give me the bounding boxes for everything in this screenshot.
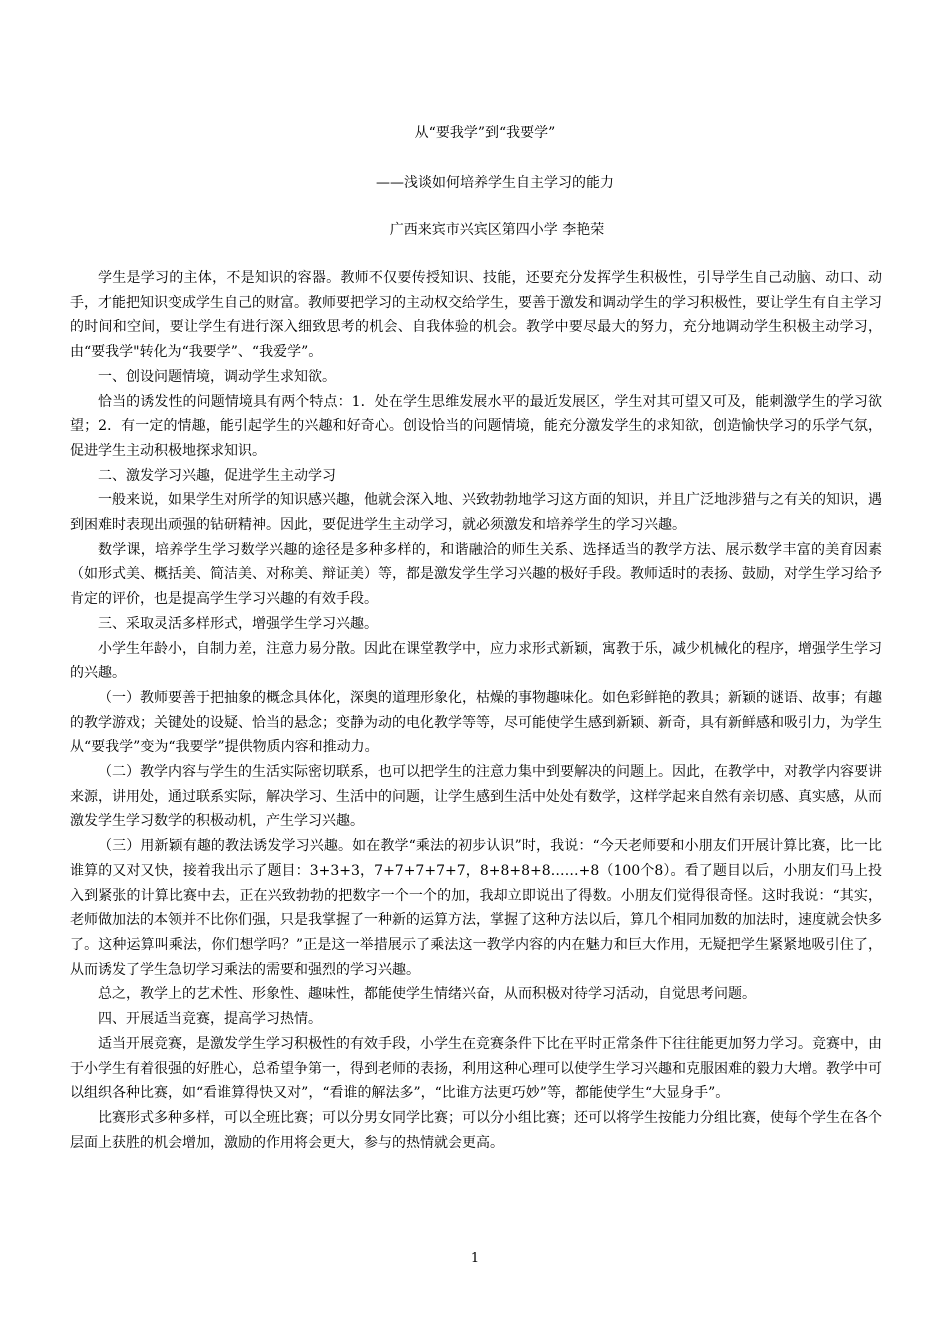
page-number: 1	[470, 1251, 480, 1266]
paragraph: （二）教学内容与学生的生活实际密切联系，也可以把学生的注意力集中到要解决的问题上。因此，在教学中，对教学内容要讲来源，讲用处，通过联系实际，解决学习、生活中的问题，让学生感到生活中处处有数学，这样学起来自然有亲切感、真实感，从而激发学生学习数学的积极动机，产生学习兴趣。	[70, 764, 882, 830]
paragraph: 数学课，培养学生学习数学兴趣的途径是多种多样的，和谐融洽的师生关系、选择适当的教学方法、展示数学丰富的美育因素（如形式美、概括美、简洁美、对称美、辩证美）等，都是激发学生学习兴趣的极好手段。教师适时的表扬、鼓励，对学生学习给予肯定的评价，也是提高学生学习兴趣的有效手段。	[70, 541, 882, 608]
paragraph: （一）教师要善于把抽象的概念具体化，深奥的道理形象化，枯燥的事物趣味化。如色彩鲜艳的教具；新颖的谜语、故事；有趣的教学游戏；关键处的设疑、恰当的悬念；变静为动的电化教学等等，尽可能使学生感到新颖、新奇，具有新鲜感和吸引力，为学生从“要我学”变为“我要学”提供物质内容和推动力。	[70, 689, 882, 756]
section-heading: 一、创设问题情境，调动学生求知欲。	[98, 368, 336, 385]
paragraph: 比赛形式多种多样，可以全班比赛；可以分男女同学比赛；可以分小组比赛；还可以将学生按能力分组比赛，使每个学生在各个层面上获胜的机会增加，激励的作用将会更大，参与的热情就会更高。	[70, 1109, 882, 1151]
document-title: 从“要我学”到“我要学”	[414, 125, 556, 141]
paragraph: 小学生年龄小，自制力差，注意力易分散。因此在课堂教学中，应力求形式新颖，寓教于乐，减少机械化的程序，增强学生学习的兴趣。	[70, 640, 882, 682]
paragraph: 恰当的诱发性的问题情境具有两个特点：1．处在学生思维发展水平的最近发展区，学生对其可望又可及，能刺激学生的学习欲望；2．有一定的情趣，能引起学生的兴趣和好奇心。创设恰当的问题情境，能充分激发学生的求知欲，创造愉快学习的乐学气氛，促进学生主动积极地探求知识。	[70, 393, 882, 459]
document-body	[70, 266, 882, 1155]
author-line: 广西来宾市兴宾区第四小学 李艳荣	[389, 222, 605, 238]
paragraph: 总之，教学上的艺术性、形象性、趣味性，都能使学生情绪兴奋，从而积极对待学习活动，自觉思考问题。	[98, 986, 756, 1003]
paragraph: 一般来说，如果学生对所学的知识感兴趣，他就会深入地、兴致勃勃地学习这方面的知识，并且广泛地涉猎与之有关的知识，遇到困难时表现出顽强的钻研精神。因此，要促进学生主动学习，就必须激发和培养学生的学习兴趣。	[70, 492, 882, 534]
section-heading: 二、激发学习兴趣，促进学生主动学习	[98, 467, 336, 484]
section-heading: 四、开展适当竞赛，提高学习热情。	[98, 1011, 322, 1028]
paragraph: 适当开展竞赛，是激发学生学习积极性的有效手段，小学生在竞赛条件下比在平时正常条件下往往能更加努力学习。竞赛中，由于小学生有着很强的好胜心，总希望争第一，得到老师的表扬，利用这种心理可以使学生学习兴趣和克服困难的毅力大增。教学中可以组织各种比赛，如“看谁算得快又对”，“看谁的解法多”，“比谁方法更巧妙”等，都能使学生“大显身手”。	[70, 1035, 882, 1102]
paragraph: 学生是学习的主体，不是知识的容器。教师不仅要传授知识、技能，还要充分发挥学生积极性，引导学生自己动脑、动口、动手，才能把知识变成学生自己的财富。教师要把学习的主动权交给学生，要善于激发和调动学生的学习积极性，要让学生有自主学习的时间和空间，要让学生有进行深入细致思考的机会、自我体验的机会。教学中要尽最大的努力，充分地调动学生积极主动学习，由“要我学"转化为“我要学”、“我爱学”。	[70, 270, 882, 361]
section-heading: 三、采取灵活多样形式，增强学生学习兴趣。	[98, 615, 378, 632]
document-subtitle: ——浅谈如何培养学生自主学习的能力	[376, 175, 614, 191]
paragraph: （三）用新颖有趣的教法诱发学习兴趣。如在教学“乘法的初步认识”时，我说：“今天老师要和小朋友们开展计算比赛，比一比谁算的又对又快，接着我出示了题目：3+3+3，7+7+7+7+7，8+8+8+8……+8（100个8）。看了题目以后，小朋友们马上投入到紧张的计算比赛中去，正在兴致勃勃的把数字一个一个的加，我却立即说出了得数。小朋友们觉得很奇怪。这时我说：“其实，老师做加法的本领并不比你们强，只是我掌握了一种新的运算方法，掌握了这种方法以后，算几个相同加数的加法时，速度就会快多了。这种运算叫乘法，你们想学吗？”正是这一举措展示了乘法这一教学内容的内在魅力和巨大作用，无疑把学生紧紧地吸引住了，从而诱发了学生急切学习乘法的需要和强烈的学习兴趣。	[70, 838, 882, 978]
